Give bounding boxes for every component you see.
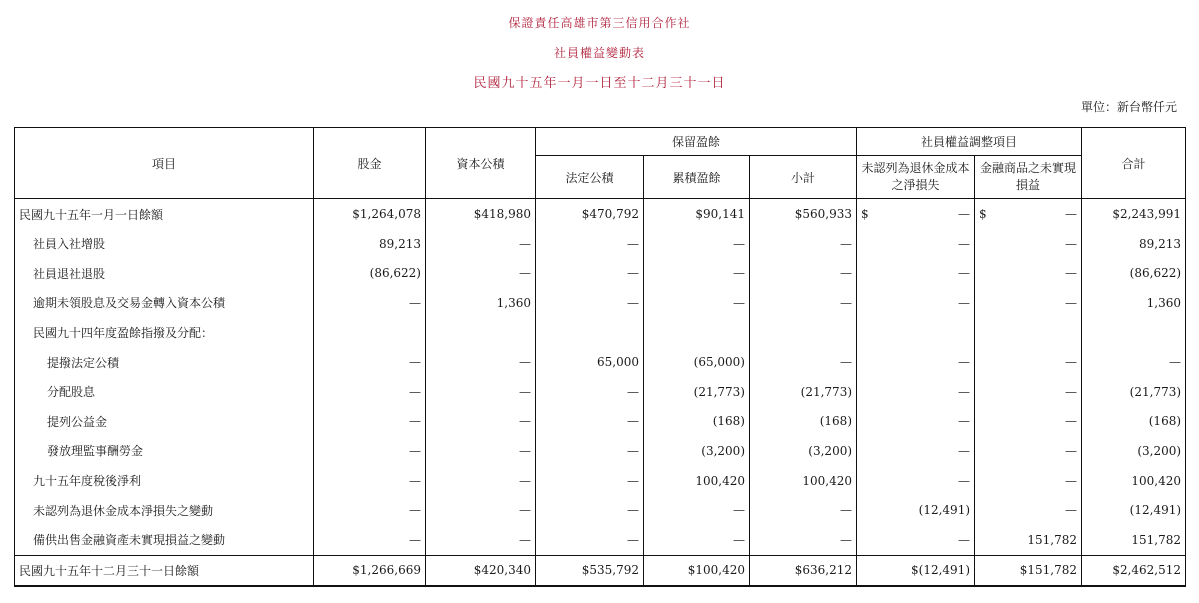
cell-pension-loss: — [857, 525, 975, 555]
cell-unrealized-gain: — [975, 288, 1082, 318]
cell-subtotal: 100,420 [750, 466, 857, 496]
cell-pension-loss: — [857, 466, 975, 496]
cell-share-capital: $1,266,669 [314, 555, 426, 586]
row-label: 分配股息 [15, 377, 314, 407]
col-capital-reserve: 資本公積 [426, 128, 536, 199]
col-share-capital: 股金 [314, 128, 426, 199]
cell-subtotal [750, 318, 857, 348]
row-label: 民國九十五年十二月三十一日餘額 [15, 555, 314, 586]
cell-unrealized-gain: $151,782 [975, 555, 1082, 586]
cell-accumulated-surplus: (3,200) [644, 436, 750, 466]
table-row [15, 347, 1186, 377]
cell-capital-reserve: — [426, 377, 536, 407]
cell-pension-loss: — [857, 407, 975, 437]
cell-share-capital: 89,213 [314, 229, 426, 259]
cell-share-capital: — [314, 407, 426, 437]
table-row [15, 436, 1186, 466]
cell-subtotal: (21,773) [750, 377, 857, 407]
cell-unrealized-gain: — [975, 377, 1082, 407]
cell-legal-reserve: — [536, 288, 644, 318]
row-label: 未認列為退休金成本淨損失之變動 [15, 495, 314, 525]
cell-share-capital: — [314, 347, 426, 377]
cell-subtotal: — [750, 259, 857, 289]
cell-accumulated-surplus: — [644, 229, 750, 259]
cell-total: (3,200) [1082, 436, 1186, 466]
table-row [15, 229, 1186, 259]
cell-capital-reserve: — [426, 466, 536, 496]
cell-total: $2,462,512 [1082, 555, 1186, 586]
cell-unrealized-gain [975, 318, 1082, 348]
cell-subtotal: (168) [750, 407, 857, 437]
cell-share-capital: — [314, 436, 426, 466]
cell-pension-loss: — [857, 347, 975, 377]
col-total: 合計 [1082, 128, 1186, 199]
cell-capital-reserve: — [426, 495, 536, 525]
currency-unit: 單位：新台幣仟元 [1080, 100, 1177, 114]
row-label: 九十五年度稅後淨利 [15, 466, 314, 496]
cell-accumulated-surplus: — [644, 288, 750, 318]
cell-unrealized-gain: — [975, 229, 1082, 259]
row-label: 逾期未領股息及交易金轉入資本公積 [15, 288, 314, 318]
col-unrealized-gain: 金融商品之未實現損益 [975, 156, 1082, 199]
row-label: 社員退社退股 [15, 259, 314, 289]
col-group-equity-adjustments: 社員權益調整項目 [857, 128, 1082, 156]
cell-capital-reserve: $418,980 [426, 199, 536, 230]
table-row [15, 377, 1186, 407]
row-label: 民國九十五年一月一日餘額 [15, 199, 314, 230]
cell-legal-reserve: $470,792 [536, 199, 644, 230]
cell-legal-reserve: — [536, 229, 644, 259]
cell-legal-reserve: — [536, 259, 644, 289]
cell-unrealized-gain: 151,782 [975, 525, 1082, 555]
cell-capital-reserve: — [426, 347, 536, 377]
cell-total: (168) [1082, 407, 1186, 437]
row-label: 民國九十四年度盈餘指撥及分配： [15, 318, 314, 348]
cell-accumulated-surplus: $100,420 [644, 555, 750, 586]
row-label: 提列公益金 [15, 407, 314, 437]
cell-unrealized-gain: — [975, 259, 1082, 289]
cell-total: 89,213 [1082, 229, 1186, 259]
cell-unrealized-gain: — [975, 436, 1082, 466]
table-row [15, 525, 1186, 555]
cell-pension-loss [857, 318, 975, 348]
cell-share-capital: — [314, 466, 426, 496]
cell-unrealized-gain: $ — [975, 199, 1082, 230]
cell-total: 1,360 [1082, 288, 1186, 318]
cell-accumulated-surplus [644, 318, 750, 348]
cell-accumulated-surplus: — [644, 525, 750, 555]
cell-share-capital: — [314, 377, 426, 407]
col-subtotal: 小計 [750, 156, 857, 199]
col-item: 項目 [15, 128, 314, 199]
table-row [15, 555, 1186, 586]
cell-total: (86,622) [1082, 259, 1186, 289]
cell-subtotal: $636,212 [750, 555, 857, 586]
cell-legal-reserve: — [536, 436, 644, 466]
cell-legal-reserve: — [536, 407, 644, 437]
cell-accumulated-surplus: $90,141 [644, 199, 750, 230]
table-row [15, 495, 1186, 525]
cell-subtotal: — [750, 347, 857, 377]
cell-accumulated-surplus: (21,773) [644, 377, 750, 407]
cell-pension-loss: $ — [857, 199, 975, 230]
col-legal-reserve: 法定公積 [536, 156, 644, 199]
cell-total: — [1082, 347, 1186, 377]
cell-capital-reserve: — [426, 525, 536, 555]
cell-pension-loss: — [857, 229, 975, 259]
cell-share-capital: (86,622) [314, 259, 426, 289]
cell-unrealized-gain: — [975, 466, 1082, 496]
cell-share-capital: — [314, 525, 426, 555]
table-row [15, 407, 1186, 437]
row-label: 社員入社增股 [15, 229, 314, 259]
table-row [15, 466, 1186, 496]
cell-unrealized-gain: — [975, 495, 1082, 525]
col-accumulated-surplus: 累積盈餘 [644, 156, 750, 199]
col-pension-loss: 未認列為退休金成本之淨損失 [857, 156, 975, 199]
cell-subtotal: — [750, 495, 857, 525]
equity-changes-table [14, 127, 1186, 587]
cell-legal-reserve: $535,792 [536, 555, 644, 586]
cell-accumulated-surplus: 100,420 [644, 466, 750, 496]
cell-accumulated-surplus: (168) [644, 407, 750, 437]
cell-unrealized-gain: — [975, 407, 1082, 437]
cell-legal-reserve: — [536, 377, 644, 407]
cell-legal-reserve: 65,000 [536, 347, 644, 377]
statement-title: 社員權益變動表 [553, 46, 645, 60]
cell-share-capital [314, 318, 426, 348]
cell-legal-reserve: — [536, 495, 644, 525]
cell-share-capital: $1,264,078 [314, 199, 426, 230]
table-row [15, 288, 1186, 318]
cell-unrealized-gain: — [975, 347, 1082, 377]
cell-capital-reserve: — [426, 436, 536, 466]
cell-subtotal: (3,200) [750, 436, 857, 466]
row-label: 備供出售金融資產未實現損益之變動 [15, 525, 314, 555]
cell-capital-reserve: 1,360 [426, 288, 536, 318]
cell-legal-reserve [536, 318, 644, 348]
cell-accumulated-surplus: — [644, 495, 750, 525]
cell-legal-reserve: — [536, 525, 644, 555]
cell-subtotal: — [750, 525, 857, 555]
cell-subtotal: — [750, 229, 857, 259]
cell-total: 100,420 [1082, 466, 1186, 496]
cell-pension-loss: — [857, 377, 975, 407]
cell-total: (21,773) [1082, 377, 1186, 407]
row-label: 提撥法定公積 [15, 347, 314, 377]
cell-accumulated-surplus: — [644, 259, 750, 289]
cell-share-capital: — [314, 288, 426, 318]
cell-total: 151,782 [1082, 525, 1186, 555]
cell-pension-loss: (12,491) [857, 495, 975, 525]
cell-accumulated-surplus: (65,000) [644, 347, 750, 377]
cell-legal-reserve: — [536, 466, 644, 496]
cell-total: (12,491) [1082, 495, 1186, 525]
cell-pension-loss: $(12,491) [857, 555, 975, 586]
table-row [15, 259, 1186, 289]
cell-pension-loss: — [857, 436, 975, 466]
cell-capital-reserve: — [426, 407, 536, 437]
table-row [15, 199, 1186, 230]
cell-capital-reserve: $420,340 [426, 555, 536, 586]
cell-pension-loss: — [857, 259, 975, 289]
cell-capital-reserve [426, 318, 536, 348]
table-row [15, 318, 1186, 348]
cell-subtotal: — [750, 288, 857, 318]
cell-pension-loss: — [857, 288, 975, 318]
col-group-retained-earnings: 保留盈餘 [536, 128, 857, 156]
row-label: 發放理監事酬勞金 [15, 436, 314, 466]
company-name: 保證責任高雄市第三信用合作社 [508, 16, 691, 30]
cell-total: $2,243,991 [1082, 199, 1186, 230]
cell-capital-reserve: — [426, 259, 536, 289]
cell-capital-reserve: — [426, 229, 536, 259]
cell-subtotal: $560,933 [750, 199, 857, 230]
cell-share-capital: — [314, 495, 426, 525]
cell-total [1082, 318, 1186, 348]
statement-period: 民國九十五年一月一日至十二月三十一日 [473, 76, 726, 91]
